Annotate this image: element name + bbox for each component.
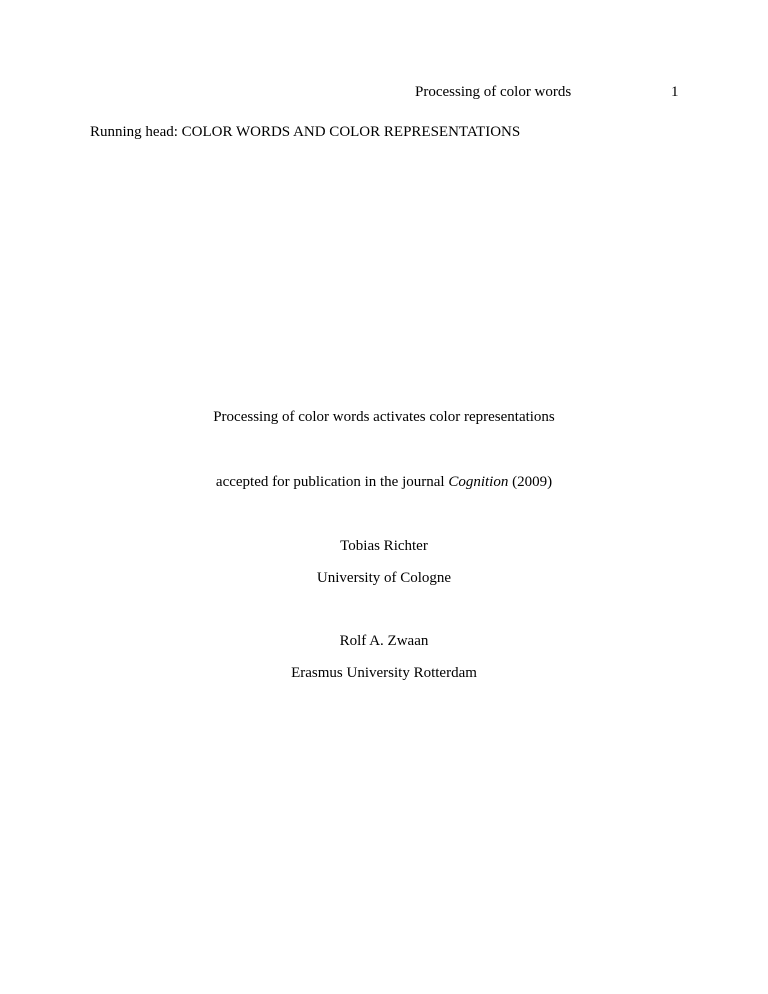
running-head: Running head: COLOR WORDS AND COLOR REPRESENTATIONS	[90, 124, 521, 140]
page-number: 1	[671, 84, 679, 100]
author-affiliation: University of Cologne	[316, 570, 452, 586]
publication-note	[0, 473, 768, 491]
paper-title: Processing of color words activates color representations	[213, 409, 555, 425]
page-header-title: Processing of color words	[415, 84, 572, 100]
author-name: Tobias Richter	[340, 538, 428, 554]
publication-note-suffix: (2009)	[508, 474, 553, 490]
author-name: Rolf A. Zwaan	[339, 633, 429, 649]
publication-note-prefix: accepted for publication in the journal	[215, 474, 449, 490]
author-affiliation: Erasmus University Rotterdam	[291, 665, 477, 681]
journal-name: Cognition	[448, 474, 509, 490]
